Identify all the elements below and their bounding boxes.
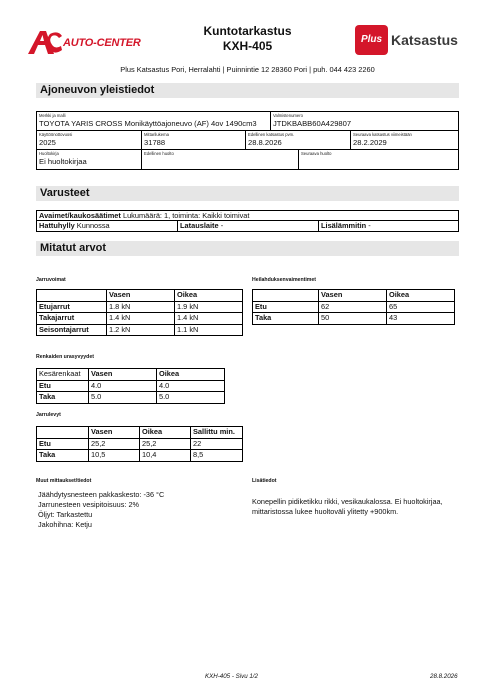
plus-katsastus-logo xyxy=(355,25,475,55)
extra-info-text: Konepellin pidiketikku rikki, vesikaukalossa. Ei huoltokirjaa, mittaristossa lukee huoltoväli ylitetty +900km. xyxy=(252,497,443,516)
prev-inspection-cell xyxy=(246,131,351,149)
vehicle-row-1 xyxy=(36,111,459,131)
section-title-equipment: Varusteet xyxy=(36,186,459,201)
tires-header-season: Kesärenkaat xyxy=(37,369,89,381)
discs-value-left: 25,2 xyxy=(89,438,140,450)
heater-cell xyxy=(319,221,458,231)
document-title xyxy=(180,24,315,54)
keys-label: Avaimet/kaukosäätimet xyxy=(39,211,121,220)
plus-badge: Plus xyxy=(355,25,388,55)
brakes-title: Jarruvoimat xyxy=(36,277,66,283)
brakes-table xyxy=(36,289,243,336)
hat-shelf-value: Kunnossa xyxy=(76,221,110,230)
tires-header-row xyxy=(37,369,225,381)
first-reg-value: 2025 xyxy=(39,138,56,147)
discs-header-row xyxy=(37,427,243,439)
shocks-value-right: 65 xyxy=(387,301,455,313)
section-title-vehicle: Ajoneuvon yleistiedot xyxy=(36,83,459,98)
tires-value-left: 5.0 xyxy=(89,392,157,404)
list-item: Öljyt: Tarkastettu xyxy=(38,510,93,519)
other-measurements-list xyxy=(38,490,238,530)
auto-center-logo-text: AUTO-CENTER xyxy=(63,37,141,49)
mileage-cell xyxy=(142,131,246,149)
brakes-row-label: Etujarrut xyxy=(37,301,107,313)
next-inspection-cell xyxy=(351,131,458,149)
auto-center-logo-mark xyxy=(26,28,62,56)
discs-row-label: Taka xyxy=(37,450,89,462)
keys-cell xyxy=(37,211,458,220)
tires-row-label: Etu xyxy=(37,380,89,392)
service-book-value: Ei huoltokirjaa xyxy=(39,157,87,166)
next-inspection-value: 28.2.2029 xyxy=(353,138,387,147)
list-item: Jarrunesteen vesipitoisuus: 2% xyxy=(38,500,139,509)
auto-center-logo xyxy=(26,28,146,56)
table-row xyxy=(37,301,243,313)
discs-value-min: 8,5 xyxy=(191,450,243,462)
brakes-header-empty xyxy=(37,290,107,302)
footer-page-number: KXH-405 - Sivu 1/2 xyxy=(205,673,258,680)
tires-header-left: Vasen xyxy=(89,369,157,381)
shocks-row-label: Taka xyxy=(253,313,319,325)
table-row xyxy=(37,324,243,336)
shocks-value-left: 62 xyxy=(319,301,387,313)
mileage-value: 31788 xyxy=(144,138,166,147)
shocks-row-label: Etu xyxy=(253,301,319,313)
first-reg-label: Käyttöönottovuosi xyxy=(39,132,73,137)
page-title: Kuntotarkastus xyxy=(203,24,292,38)
prev-inspection-label: Edellinen katsastus pvm. xyxy=(248,132,295,137)
table-row xyxy=(253,301,455,313)
charger-label: Latauslaite xyxy=(180,221,219,230)
prev-inspection-value: 28.8.2026 xyxy=(248,138,282,147)
brakes-header-left: Vasen xyxy=(107,290,175,302)
discs-value-left: 10,5 xyxy=(89,450,140,462)
service-book-label: Huoltokirja xyxy=(39,151,59,156)
brakes-row-label: Seisontajarrut xyxy=(37,324,107,336)
hat-shelf-label: Hattuhylly xyxy=(39,221,75,230)
vehicle-row-3 xyxy=(36,150,459,170)
discs-value-min: 22 xyxy=(191,438,243,450)
plate-number: KXH-405 xyxy=(222,39,273,53)
vin-value: JTDKBABB60A429807 xyxy=(273,119,352,128)
service-book-cell xyxy=(37,150,142,169)
discs-value-right: 25,2 xyxy=(140,438,191,450)
table-row xyxy=(37,392,225,404)
extra-info-title: Lisätiedot xyxy=(252,478,277,484)
katsastus-logo-text: Katsastus xyxy=(391,32,458,48)
heater-value: - xyxy=(368,221,371,230)
vin-label: Valmistenumero xyxy=(273,113,303,118)
first-reg-cell xyxy=(37,131,142,149)
charger-cell xyxy=(178,221,319,231)
keys-value: Lukumäärä: 1, toiminta: Kaikki toimivat xyxy=(122,211,250,220)
vehicle-row-2 xyxy=(36,131,459,150)
shocks-header-row xyxy=(253,290,455,302)
charger-value: - xyxy=(220,221,224,230)
last-service-label: Edellinen huolto xyxy=(144,151,174,156)
brakes-value-right: 1.1 kN xyxy=(175,324,243,336)
table-row xyxy=(37,450,243,462)
tires-title: Renkaiden urasyvyydet xyxy=(36,354,94,360)
discs-header-left: Vasen xyxy=(89,427,140,439)
hat-shelf-cell xyxy=(37,221,178,231)
brakes-value-left: 1.4 kN xyxy=(107,313,175,325)
vin-cell xyxy=(271,112,458,130)
brakes-value-right: 1.9 kN xyxy=(175,301,243,313)
equipment-row-2 xyxy=(36,221,459,232)
discs-header-right: Oikea xyxy=(140,427,191,439)
next-service-cell xyxy=(299,150,458,169)
discs-row-label: Etu xyxy=(37,438,89,450)
table-row xyxy=(37,380,225,392)
station-contact-info: Plus Katsastus Pori, Herralahti | Puinnintie 12 28360 Pori | puh. 044 423 2260 xyxy=(120,65,375,74)
shocks-header-right: Oikea xyxy=(387,290,455,302)
shocks-title: Heilahduksenvaimentimet xyxy=(252,277,317,283)
brakes-header-row xyxy=(37,290,243,302)
shocks-value-left: 50 xyxy=(319,313,387,325)
list-item: Jäähdytysnesteen pakkaskesto: -36 °C xyxy=(38,490,165,499)
brakes-row-label: Takajarrut xyxy=(37,313,107,325)
list-item: Jakohihna: Ketju xyxy=(38,520,92,529)
next-inspection-label: Seuraava katsastus viimeistään xyxy=(353,132,412,137)
discs-header-empty xyxy=(37,427,89,439)
shocks-value-right: 43 xyxy=(387,313,455,325)
brakes-value-left: 1.8 kN xyxy=(107,301,175,313)
discs-title: Jarrulevyt xyxy=(36,412,61,418)
shocks-header-empty xyxy=(253,290,319,302)
shocks-header-left: Vasen xyxy=(319,290,387,302)
mileage-label: Mittarilukema xyxy=(144,132,169,137)
make-model-cell xyxy=(37,112,271,130)
tires-value-right: 4.0 xyxy=(157,380,225,392)
brakes-header-right: Oikea xyxy=(175,290,243,302)
tires-row-label: Taka xyxy=(37,392,89,404)
heater-label: Lisälämmitin xyxy=(321,221,367,230)
tires-header-right: Oikea xyxy=(157,369,225,381)
equipment-keys-row xyxy=(36,210,459,221)
footer-date: 28.8.2026 xyxy=(430,673,458,680)
discs-table xyxy=(36,426,243,462)
section-title-measurements: Mitatut arvot xyxy=(36,241,459,256)
tires-value-right: 5.0 xyxy=(157,392,225,404)
last-service-cell xyxy=(142,150,299,169)
table-row xyxy=(253,313,455,325)
brakes-value-left: 1.2 kN xyxy=(107,324,175,336)
next-service-label: Seuraava huolto xyxy=(301,151,332,156)
shocks-table xyxy=(252,289,455,325)
make-model-value: TOYOTA YARIS CROSS Monikäyttöajoneuvo (AF) 4ov 1490cm3 xyxy=(39,119,257,128)
discs-header-min: Sallittu min. xyxy=(191,427,243,439)
table-row xyxy=(37,438,243,450)
other-measurements-title: Muut mittaukset/tiedot xyxy=(36,478,92,484)
tires-table xyxy=(36,368,225,404)
brakes-value-right: 1.4 kN xyxy=(175,313,243,325)
tires-value-left: 4.0 xyxy=(89,380,157,392)
discs-value-right: 10,4 xyxy=(140,450,191,462)
make-model-label: Merkki ja malli xyxy=(39,113,66,118)
table-row xyxy=(37,313,243,325)
